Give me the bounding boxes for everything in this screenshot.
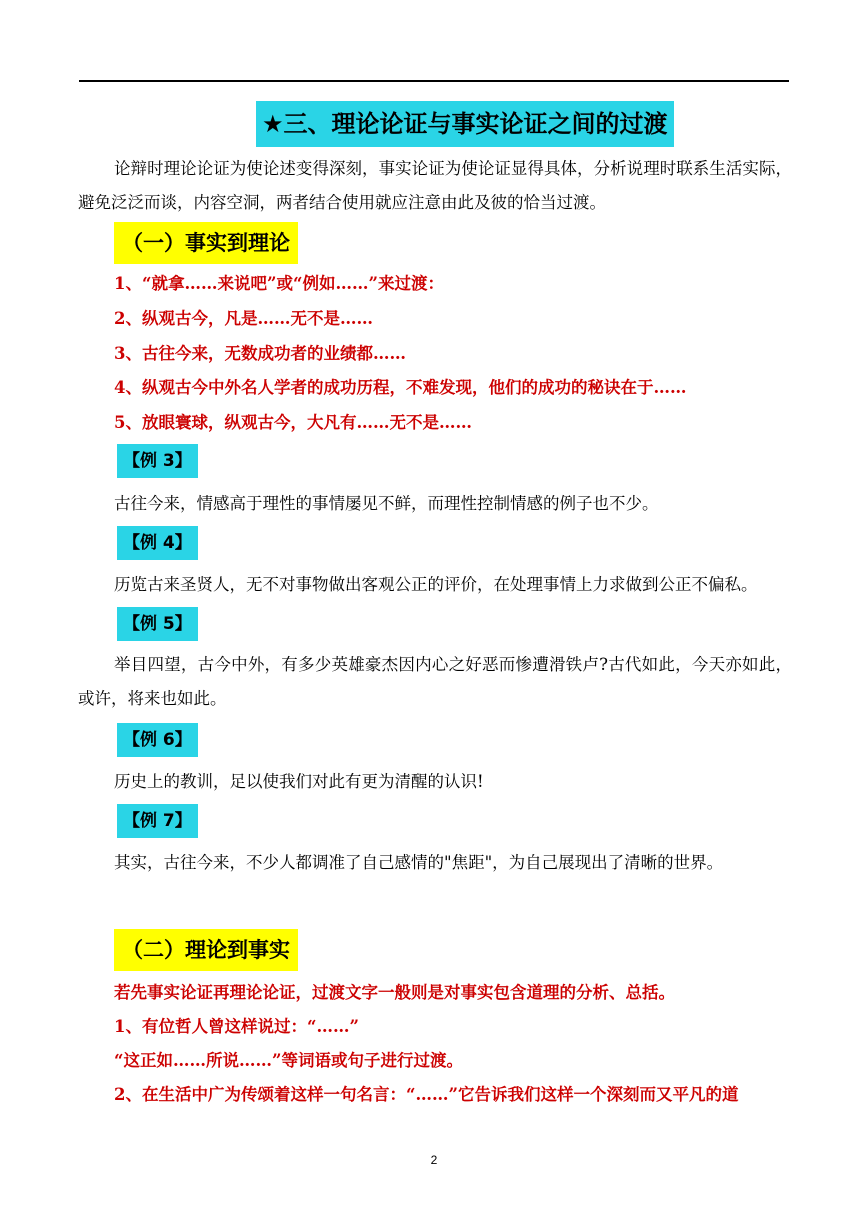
example-5-label: 【例 5】 xyxy=(117,607,198,641)
transition-item-1: 1、“就拿……来说吧”或“例如……”来过渡： xyxy=(114,274,444,293)
example-4-text: 历览古来圣贤人，无不对事物做出客观公正的评价，在处理事情上力求做到公正不偏私。 xyxy=(114,575,758,594)
page-number: 2 xyxy=(430,1153,438,1167)
transition-item-4: 4、纵观古今中外名人学者的成功历程，不难发现，他们的成功的秘诀在于…… xyxy=(114,378,687,397)
transition-item-2: 2、纵观古今，凡是……无不是…… xyxy=(114,309,373,328)
section2-line-2: 1、有位哲人曾这样说过：“……” xyxy=(114,1017,359,1036)
section2-heading: （二）理论到事实 xyxy=(114,929,298,971)
example-6-label: 【例 6】 xyxy=(117,723,198,757)
example-4-label: 【例 4】 xyxy=(117,526,198,560)
example-3-text: 古往今来，情感高于理性的事情屡见不鲜，而理性控制情感的例子也不少。 xyxy=(114,494,659,513)
section-title: ★三、理论论证与事实论证之间的过渡 xyxy=(256,101,674,147)
section2-line-3: “这正如……所说……”等词语或句子进行过渡。 xyxy=(114,1051,463,1070)
section2-line-1: 若先事实论证再理论论证，过渡文字一般则是对事实包含道理的分析、总括。 xyxy=(114,983,675,1002)
example-5-text: 举目四望，古今中外，有多少英雄豪杰因内心之好恶而惨遭滑铁卢?古代如此，今天亦如此，或许，将来也如此。 xyxy=(78,655,792,708)
transition-item-3: 3、古往今来，无数成功者的业绩都…… xyxy=(114,344,406,363)
example-7-text: 其实，古往今来，不少人都调准了自己感情的"焦距"，为自己展现出了清晰的世界。 xyxy=(114,853,724,872)
intro-paragraph: 论辩时理论论证为使论述变得深刻，事实论证为使论证显得具体，分析说理时联系生活实际，避免泛泛而谈，内容空洞，两者结合使用就应注意由此及彼的恰当过渡。 xyxy=(78,159,792,212)
example-7-label: 【例 7】 xyxy=(117,804,198,838)
example-6-text: 历史上的教训，足以使我们对此有更为清醒的认识! xyxy=(114,772,484,791)
section2-line-4: 2、在生活中广为传颂着这样一句名言：“……”它告诉我们这样一个深刻而又平凡的道 xyxy=(114,1085,739,1104)
header-rule xyxy=(79,80,789,82)
section1-heading: （一）事实到理论 xyxy=(114,222,298,264)
example-3-label: 【例 3】 xyxy=(117,444,198,478)
transition-item-5: 5、放眼寰球，纵观古今，大凡有……无不是…… xyxy=(114,413,472,432)
